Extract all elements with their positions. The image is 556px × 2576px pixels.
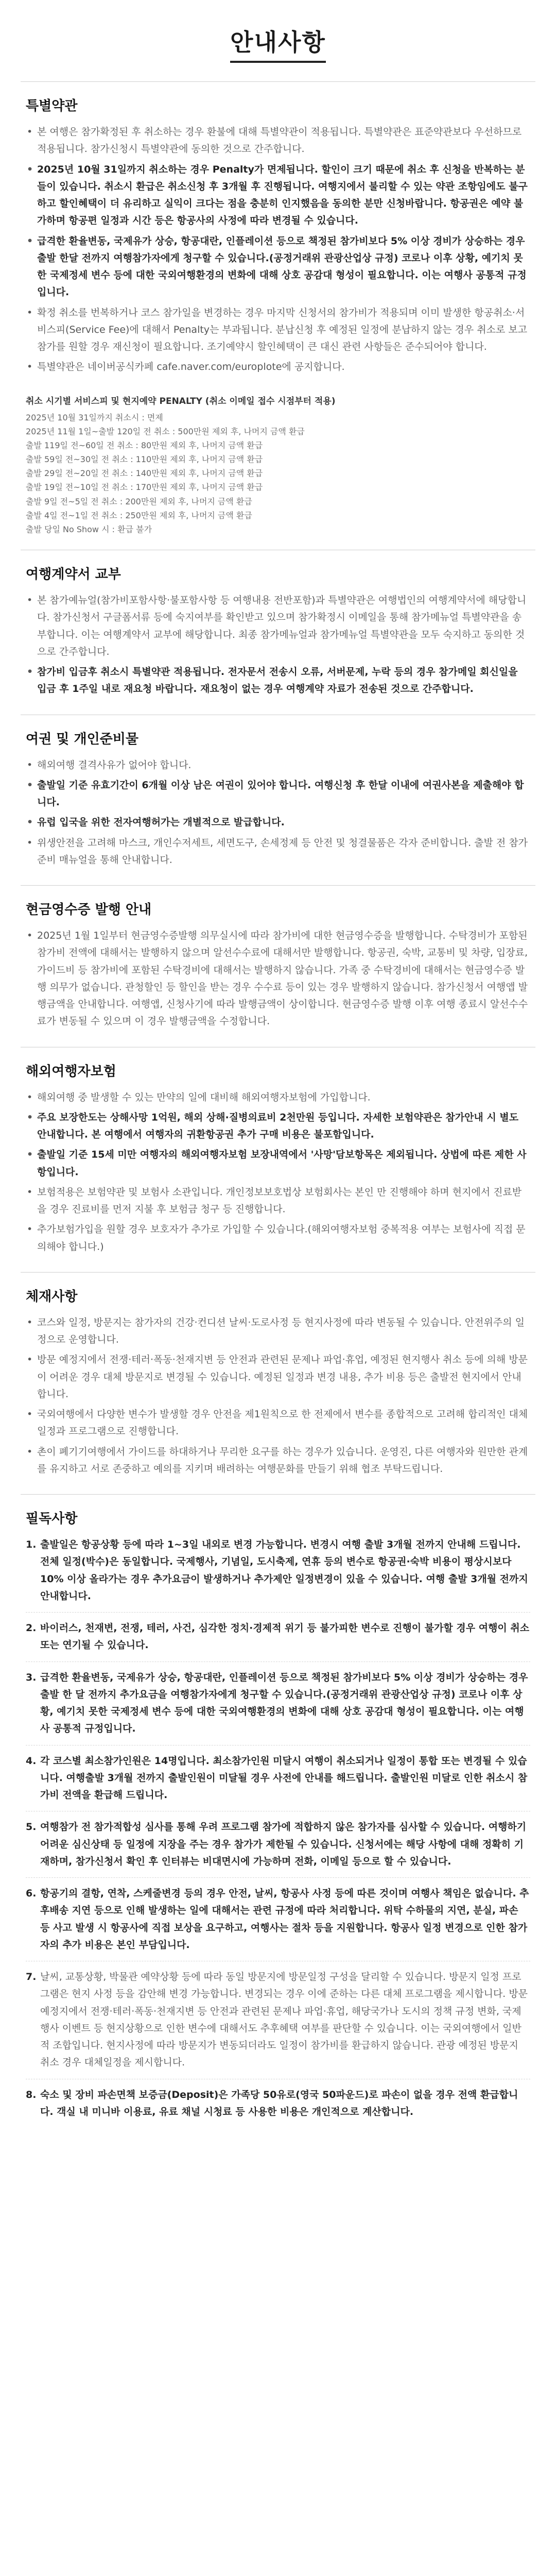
list-item: • 유럽 입국을 위한 전자여행허가는 개별적으로 발급합니다. xyxy=(26,814,530,831)
list-item xyxy=(26,1819,530,1878)
item-number: 7. xyxy=(26,1971,37,1983)
list-item: • 촌이 폐기기여행에서 가이드를 하대하거나 무리한 요구를 하는 경우가 있습니다. 운영진, 다른 여행자와 원만한 관계를 유지하고 서로 존중하고 예의를 지키며 배려하는 여행문화를 만들기 위해 협조 부탁드립니다. xyxy=(26,1444,530,1478)
penalty-row: 2025년 10월 31일까지 취소시 : 면제 xyxy=(26,412,163,422)
page-title: 안내사항 xyxy=(230,24,326,63)
item-text: 항공기의 결항, 연착, 스케줄변경 등의 경우 안전, 날씨, 항공사 사정 등에 따른 것이며 여행사 책임은 없습니다. 추후배송 지연 등으로 인해 발생하는 일에 대해서는 관련 규정에 따라 처리합니다. 위탁 수하물의 지연, 분실, 파손 등 사고 발생 시 항공사에 직접 보상을 요구하고, 여행사는 절차 등을 지원합니다. 항공사 일정 변경으로 인한 참가자의 추가 비용은 본인 부담입니다. xyxy=(40,1888,529,1951)
item-text: 출발일은 항공상황 등에 따라 1~3일 내외로 변경 가능합니다. 변경시 여행 출발 3개월 전까지 안내해 드립니다. 전체 일정(박수)은 동일합니다. 국제행사, 기념일, 도시축제, 연휴 등의 변수로 항공권·숙박 비용이 평상시보다 10% 이상 올라가는 경우 추가요금이 발생하거나 추가제안 일정변경이 있을 수 있습니다. 여행 출발 3개월 전까지 안내합니다. xyxy=(40,1539,528,1602)
list-item: • 특별약관은 네이버공식카페 cafe.naver.com/europlote에 공지합니다. xyxy=(26,359,530,376)
item-text: 여행참가 전 참가적합성 심사를 통해 우려 프로그램 참가에 적합하지 않은 참가자를 심사할 수 있습니다. 여행하기 어려운 심신상태 등 일정에 지장을 주는 경우 참가가 제한될 수 있습니다. 신청서에는 해당 사항에 대해 정확히 기재하며, 참가신청서 확인 후 인터뷰는 비대면시에 가능하며 전화, 이메일 등으로 할 수 있습니다. xyxy=(40,1821,527,1867)
list-item: • 2025년 10월 31일까지 취소하는 경우 Penalty가 면제됩니다. 할인이 크기 때문에 취소 후 신청을 반복하는 분들이 있습니다. 취소시 환급은 취소신청 후 3개월 후 진행됩니다. 여행지에서 불리할 수 있는 약관 조항임에도 불구하고 할인혜택이 더 유리하고 실익이 크다는 점을 충분히 인지했음을 동의한 분만 신청바랍니다. 항공권은 예약 불가하며 항공편 일정과 시간 등은 항공사의 사정에 따라 변경될 수 있습니다. xyxy=(26,161,530,230)
list-item: • 국외여행에서 다양한 변수가 발생할 경우 안전을 제1원칙으로 한 전제에서 변수를 종합적으로 고려해 합리적인 대체 일정과 프로그램으로 진행합니다. xyxy=(26,1406,530,1440)
item-text: 숙소 및 장비 파손면책 보증금(Deposit)은 가족당 50유로(영국 50파운드)로 파손이 없을 경우 전액 환급합니다. 객실 내 미니바 이용료, 유료 채널 시청료 등 사용한 비용은 개인적으로 계산합니다. xyxy=(40,2089,518,2117)
list-item xyxy=(26,2087,530,2128)
list-item xyxy=(26,1885,530,1961)
section-receipt xyxy=(21,885,535,1047)
list-item xyxy=(26,1536,530,1613)
list-item xyxy=(26,1753,530,1812)
item-number: 3. xyxy=(26,1671,37,1683)
special-terms-list xyxy=(26,124,530,376)
list-item xyxy=(26,1669,530,1745)
list-item: • 해외여행 결격사유가 없어야 합니다. xyxy=(26,757,530,774)
section-title-receipt: 현금영수증 발행 안내 xyxy=(26,902,152,918)
list-item: • 참가비 입금후 취소시 특별약관 적용됩니다. 전자문서 전송시 오류, 서버문제, 누락 등의 경우 참가메일 회신일을 입금 후 1주일 내로 재요청 바랍니다. 재요청이 없는 경우 여행계약 자료가 전송된 것으로 간주합니다. xyxy=(26,664,530,698)
section-title-special-terms: 특별약관 xyxy=(26,98,78,114)
list-item: • 해외여행 중 발생할 수 있는 만약의 일에 대비해 해외여행자보험에 가입합니다. xyxy=(26,1089,530,1106)
list-item: • 출발일 기준 유효기간이 6개월 이상 남은 여권이 있어야 합니다. 여행신청 후 한달 이내에 여권사본을 제출해야 합니다. xyxy=(26,777,530,811)
penalty-table xyxy=(26,387,530,537)
insurance-list xyxy=(26,1089,530,1256)
list-item: • 확정 취소를 번복하거나 코스 참가일을 변경하는 경우 마지막 신청서의 참가비가 적용되며 이미 발생한 항공취소·서비스피(Service Fee)에 대해서 Penalty는 부과됩니다. 분납신청 후 예정된 일정에 분납하지 않는 경우 취소로 보고 참가를 원할 경우 재신청이 필요합니다. 조기예약시 할인혜택이 큰 대신 관련 사항들은 준수되어야 합니다. xyxy=(26,304,530,356)
item-text: 바이러스, 천재변, 전쟁, 테러, 사건, 심각한 정치·경제적 위기 등 불가피한 변수로 진행이 불가할 경우 여행이 취소 또는 연기될 수 있습니다. xyxy=(40,1622,530,1651)
item-number: 4. xyxy=(26,1755,37,1767)
list-item: • 코스와 일정, 방문지는 참가자의 건강·컨디션 날씨·도로사정 등 현지사정에 따라 변동될 수 있습니다. 안전위주의 일정으로 운영합니다. xyxy=(26,1314,530,1349)
penalty-row: 출발 19일 전~10일 전 취소 : 170만원 제외 후, 나머지 금액 환급 xyxy=(26,482,263,493)
section-stay xyxy=(21,1272,535,1494)
list-item: • 출발일 기준 15세 미만 여행자의 해외여행자보험 보장내역에서 '사망'담보항목은 제외됩니다. 상법에 따른 제한 사항입니다. xyxy=(26,1146,530,1181)
list-item: • 급격한 환율변동, 국제유가 상승, 항공대란, 인플레이션 등으로 책정된 참가비보다 5% 이상 경비가 상승하는 경우 출발 한달 전까지 여행참가자에게 청구할 수 있습니다.(공정거래위 관광산업상 규정) 코로나 이후 상황, 예기치 못한 국제정세 변수 등에 대한 국외여행환경의 변화에 대해 상호 공감대 형성이 필요합니다. 이는 여행사 공통적 규정입니다. xyxy=(26,233,530,301)
list-item: • 보험적용은 보험약관 및 보험사 소관입니다. 개인정보보호법상 보험회사는 본인 만 진행해야 하며 현지에서 진료받을 경우 진료비를 먼저 지불 후 보험금 청구 등 진행합니다. xyxy=(26,1184,530,1218)
item-text: 날씨, 교통상황, 박물관 예약상황 등에 따라 동일 방문지에 방문일정 구성을 달리할 수 있습니다. 방문지 일정 프로그램은 현지 사정 등을 감안해 변경 가능합니다. 변경되는 경우 이에 준하는 다른 대체 프로그램을 제시합니다. 방문 예정지에서 전쟁·테러·폭동·천재지변 등 안전과 관련된 문제나 파업·휴업, 해당국가나 도시의 정책 규정 변화, 국제행사 이벤트 등 현지상황으로 인한 변수에 대해서도 추후혜택 여부를 판단할 수 있습니다. 이는 국외여행에서 일반적 조합입니다. 현지사정에 따라 방문지가 변동되더라도 일정이 참가비를 환급하지 않습니다. 관광 예정된 방문지 취소 경우 대체일정을 제시합니다. xyxy=(40,1971,528,2069)
passport-list xyxy=(26,757,530,869)
section-special-terms xyxy=(21,81,535,550)
notes-list xyxy=(26,1536,530,2128)
item-number: 2. xyxy=(26,1622,37,1634)
contract-list xyxy=(26,592,530,698)
section-notes xyxy=(21,1494,535,2148)
penalty-row: 출발 29일 전~20일 전 취소 : 140만원 제외 후, 나머지 금액 환급 xyxy=(26,468,263,479)
section-title-passport: 여권 및 개인준비물 xyxy=(26,731,139,747)
item-number: 1. xyxy=(26,1539,37,1551)
penalty-title: 취소 시기별 서비스피 및 현지예약 PENALTY (취소 이메일 접수 시점부터 적용) xyxy=(26,396,336,406)
item-text: 각 코스별 최소참가인원은 14명입니다. 최소참가인원 미달시 여행이 취소되거나 일정이 통합 또는 변경될 수 있습니다. 여행출발 3개월 전까지 출발인원이 미달될 경우 사전에 안내를 해드립니다. 출발인원 미달로 인한 취소시 참가비 전액을 환급해 드립니다. xyxy=(40,1755,528,1801)
item-number: 6. xyxy=(26,1888,37,1900)
list-item: • 추가보험가입을 원할 경우 보호자가 추가로 가입할 수 있습니다.(해외여행자보험 중복적용 여부는 보험사에 직접 문의해야 합니다.) xyxy=(26,1221,530,1256)
penalty-row: 2025년 11월 1일~출발 120일 전 취소 : 500만원 제외 후, 나머지 금액 환급 xyxy=(26,426,305,436)
list-item: • 방문 예정지에서 전쟁·테러·폭동·천재지변 등 안전과 관련된 문제나 파업·휴업, 예정된 현지행사 취소 등에 의해 방문이 어려운 경우 대체 방문지로 변경될 수 있습니다. 예정된 일정과 변경 내용, 추가 비용 등은 출발전 현지에서 안내합니다. xyxy=(26,1351,530,1403)
section-title-contract: 여행계약서 교부 xyxy=(26,567,121,583)
item-number: 5. xyxy=(26,1821,37,1833)
section-title-stay: 체재사항 xyxy=(26,1289,78,1304)
penalty-row: 출발 119일 전~60일 전 취소 : 80만원 제외 후, 나머지 금액 환급 xyxy=(26,440,263,450)
list-item: • 본 참가예뉴얼(참가비포함사항·불포함사항 등 여행내용 전반포함)과 특별약관은 여행법인의 여행계약서에 해당합니다. 참가신청서 구글폼서류 등에 숙지여부를 확인받고 있으며 참가확정시 이메일을 통해 참가메뉴얼 특별약관을 송부합니다. 이는 여행계약서 교부에 해당합니다. 최종 참가메뉴얼과 참가메뉴얼 특별약관을 모두 숙지하고 동의한 것으로 간주합니다. xyxy=(26,592,530,660)
list-item xyxy=(26,1620,530,1662)
section-insurance xyxy=(21,1047,535,1272)
receipt-list xyxy=(26,927,530,1030)
list-item: • 주요 보장한도는 상해사망 1억원, 해외 상해·질병의료비 2천만원 등입니다. 자세한 보험약관은 참가안내 시 별도 안내합니다. 본 여행에서 여행자의 귀환항공권 추가 구매 비용은 불포함입니다. xyxy=(26,1109,530,1144)
list-item: • 위생안전을 고려해 마스크, 개인수저세트, 세면도구, 손세정제 등 안전 및 청결물품은 각자 준비합니다. 출발 전 참가준비 매뉴얼을 통해 안내합니다. xyxy=(26,835,530,869)
item-number: 8. xyxy=(26,2089,37,2100)
stay-list xyxy=(26,1314,530,1478)
section-contract xyxy=(21,550,535,715)
penalty-row: 출발 9일 전~5일 전 취소 : 200만원 제외 후, 나머지 금액 환급 xyxy=(26,496,252,506)
item-text: 급격한 환율변동, 국제유가 상승, 항공대란, 인플레이션 등으로 책정된 참가비보다 5% 이상 경비가 상승하는 경우 출발 한 달 전까지 추가요금을 여행참가자에게 청구할 수 있습니다.(공정거래위 관광산업상 규정) 코로나 이후 상황, 예기치 못한 국제정세 변수 등에 대한 국외여행환경의 변화에 대해 상호 공감대 형성이 필요합니다. 이는 여행사 공통적 규정입니다. xyxy=(40,1671,528,1735)
list-item xyxy=(26,1969,530,2079)
section-title-insurance: 해외여행자보험 xyxy=(26,1063,116,1079)
section-title-notes: 필독사항 xyxy=(26,1511,78,1527)
list-item: • 본 여행은 참가확정된 후 취소하는 경우 환불에 대해 특별약관이 적용됩니다. 특별약관은 표준약관보다 우선하므로 적용됩니다. 참가신청시 특별약관에 동의한 것으로 간주합니다. xyxy=(26,124,530,158)
penalty-row: 출발 59일 전~30일 전 취소 : 110만원 제외 후, 나머지 금액 환급 xyxy=(26,454,263,465)
title-wrap xyxy=(21,0,535,81)
list-item: • 2025년 1월 1일부터 현금영수증발행 의무실시에 따라 참가비에 대한 현금영수증을 발행합니다. 수탁경비가 포함된 참가비 전액에 대해서는 발행하지 않으며 알선수수료에 대해서만 발행합니다. 항공권, 숙박, 교통비 및 차량, 입장료, 가이드비 등 참가비에 포함된 수탁경비에 대해서는 발행하지 않습니다. 가족 중 수탁경비에 대해서는 현금영수증 발행 의무가 없습니다. 관청할인 등 할인을 받는 경우 수수료 등이 있는 경우 발행하지 않습니다. 참가신청서 여행앱 발행금액을 안내합니다. 여행앱, 신청사기에 따라 발행금액이 상이합니다. 현금영수증 발행 이후 여행 종료시 알선수수료가 변동될 수 있으며 이 경우 발행금액을 수정합니다. xyxy=(26,927,530,1030)
penalty-row: 출발 당일 No Show 시 : 환급 불가 xyxy=(26,524,152,534)
section-passport xyxy=(21,715,535,886)
penalty-row: 출발 4일 전~1일 전 취소 : 250만원 제외 후, 나머지 금액 환급 xyxy=(26,510,252,520)
